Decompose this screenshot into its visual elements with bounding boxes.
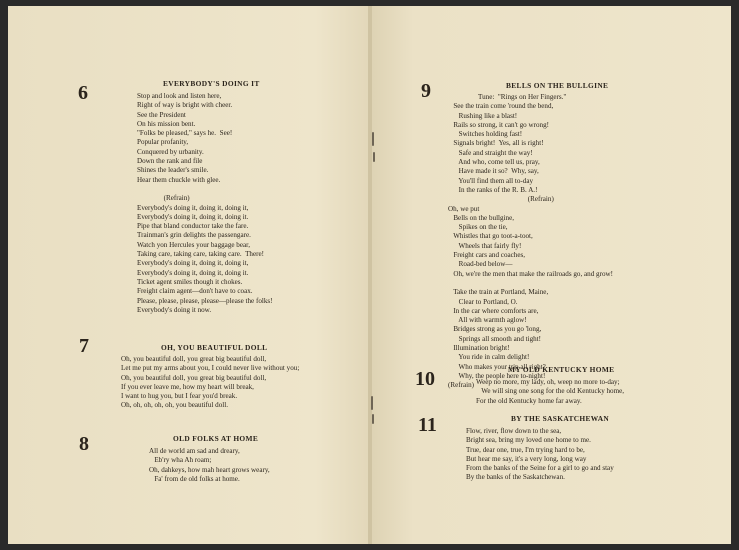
lyric-line: Ticket agent smiles though it chokes. <box>137 277 243 286</box>
lyric-line: Take the train at Portland, Maine, <box>448 288 549 297</box>
lyric-line: For the old Kentucky home far away. <box>476 396 582 405</box>
lyric-line: Trainman's grin delights the passengare. <box>137 231 251 240</box>
lyric-line <box>448 279 613 288</box>
lyric-line: Weep no more, my lady, oh, weep no more to-day; <box>476 378 620 386</box>
staple-mark-bottom <box>372 414 374 424</box>
lyric-line: We will sing one song for the old Kentucky home, <box>476 387 625 396</box>
lyric-line: Pipe that bland conductor take the fare. <box>137 222 249 231</box>
lyric-line: You ride in calm delight! <box>448 353 530 362</box>
lyric-line: Everybody's doing it, doing it, doing it. <box>137 268 249 277</box>
song-number: 10 <box>415 368 435 390</box>
lyric-line: Fa' from de old folks at home. <box>149 474 240 483</box>
staple-mark-top <box>372 132 374 146</box>
lyric-line: Oh, you beautiful doll, you great big beautiful doll, <box>121 373 267 382</box>
lyric-line: Oh, you beautiful doll, you great big beautiful doll, <box>121 355 267 363</box>
staple-mark-upper <box>373 152 375 162</box>
lyric-line: Let me put my arms about you, I could never live without you; <box>121 364 300 373</box>
lyric-line: I want to hug you, but I fear you'd break. <box>121 392 238 401</box>
song-number: 11 <box>418 414 437 436</box>
lyric-line: Oh, we're the men that make the railroads go, and grow! <box>448 269 613 278</box>
song-number: 8 <box>79 433 89 455</box>
lyric-line: Rushing like a blast! <box>448 111 518 120</box>
lyric-line: Everybody's doing it, doing it, doing it, <box>137 259 249 268</box>
lyric-line: Springs all smooth and tight! <box>448 334 542 343</box>
lyric-line: Watch yon Hercules your baggage bear, <box>137 240 250 249</box>
lyric-line: Switches holding fast! <box>448 130 523 139</box>
lyric-line: Illumination bright! <box>448 344 510 353</box>
lyric-line: Tune: "Rings on Her Fingers." <box>448 93 567 101</box>
lyric-line: Who makes your trip all right? <box>448 362 546 371</box>
lyric-line: Road-bed below— <box>448 260 513 269</box>
lyric-line: (Refrain) <box>137 194 190 203</box>
lyric-line: From the banks of the Seine for a girl to go and stay <box>466 464 614 473</box>
lyric-line: Taking care, taking care, taking care. There! <box>137 250 264 259</box>
lyric-line: Please, please, please, please—please the folks! <box>137 296 273 305</box>
lyric-line: See the President <box>137 110 186 119</box>
lyric-line: "Folks be pleased," says he. See! <box>137 129 233 138</box>
lyric-line: Freight cars and coaches, <box>448 251 526 260</box>
lyric-line: All de world am sad and dreary, <box>149 447 240 455</box>
lyric-line: Flow, river, flow down to the sea, <box>466 427 562 435</box>
lyric-line: Clear to Portland, O. <box>448 297 518 306</box>
song-lyrics <box>448 93 613 391</box>
lyric-line: Wheels that fairly fly! <box>448 241 522 250</box>
lyric-line: You'll find them all to-day <box>448 176 534 185</box>
song-lyrics <box>466 427 614 483</box>
lyric-line: Right of way is bright with cheer. <box>137 101 233 110</box>
lyric-line: Down the rank and file <box>137 157 203 166</box>
lyric-line: Spikes on the tie, <box>448 223 508 232</box>
lyric-line: Hear them chuckle with glee. <box>137 175 221 184</box>
lyric-line: (Refrain) <box>448 381 474 390</box>
lyric-line <box>137 185 273 194</box>
lyric-line: Bells on the bullgine, <box>448 213 515 222</box>
song-title: OLD FOLKS AT HOME <box>173 434 259 443</box>
song-title: OH, YOU BEAUTIFUL DOLL <box>161 343 268 352</box>
song-title: BELLS ON THE BULLGINE <box>506 81 609 90</box>
lyric-line: Signals bright! Yes, all is right! <box>448 139 544 148</box>
lyric-line: By the banks of the Saskatchewan. <box>466 473 565 482</box>
lyric-line: Everybody's doing it, doing it, doing it, <box>137 203 249 212</box>
lyric-line: Bridges strong as you go 'long, <box>448 325 542 334</box>
lyric-line: And who, come tell us, pray, <box>448 158 540 167</box>
lyric-line: True, dear one, true, I'm trying hard to be, <box>466 445 585 454</box>
song-number: 6 <box>78 82 88 104</box>
lyric-line: On his mission bent. <box>137 119 196 128</box>
lyric-line: Oh, we put <box>448 204 480 213</box>
lyric-line: (Refrain) <box>448 195 554 204</box>
lyric-line: See the train come 'round the bend, <box>448 102 554 111</box>
lyric-line: All with warmth aglow! <box>448 316 527 325</box>
song-title: EVERYBODY'S DOING IT <box>163 79 260 88</box>
lyric-line: Whistles that go toot-a-toot, <box>448 232 533 241</box>
staple-mark-lower <box>371 396 373 410</box>
lyric-line: Bright sea, bring my loved one home to me. <box>466 436 591 445</box>
lyric-line: Eb'ry wha Ah roam; <box>149 456 212 465</box>
song-lyrics <box>121 355 299 411</box>
song-title: BY THE SASKATCHEWAN <box>511 414 610 423</box>
lyric-line: But hear me say, it's a very long, long way <box>466 454 587 463</box>
song-lyrics <box>476 378 624 406</box>
lyric-line: Oh, oh, oh, oh, oh, you beautiful doll. <box>121 401 228 410</box>
lyric-line: Conquered by urbanity. <box>137 147 204 156</box>
booklet-spread <box>8 6 731 544</box>
song-lyrics <box>137 92 273 315</box>
lyric-line: Have made it so? Why, say, <box>448 167 539 176</box>
song-title: MY OLD KENTUCKY HOME <box>508 365 615 374</box>
song-lyrics <box>149 447 270 484</box>
lyric-line: Rails so strong, it can't go wrong! <box>448 120 549 129</box>
binding-gutter <box>368 6 372 544</box>
lyric-line: Everybody's doing it now. <box>137 305 212 314</box>
lyric-line: Oh, dahkeys, how mah heart grows weary, <box>149 465 270 474</box>
lyric-line: If you ever leave me, how my heart will break, <box>121 382 254 391</box>
song-number: 7 <box>79 335 89 357</box>
lyric-line: In the ranks of the R. B. A.! <box>448 185 538 194</box>
song-number: 9 <box>421 80 431 102</box>
lyric-line: Everybody's doing it, doing it, doing it. <box>137 212 249 221</box>
lyric-line: Safe and straight the way! <box>448 148 533 157</box>
lyric-line: In the car where comforts are, <box>448 306 539 315</box>
lyric-line: Why, the people here to-night! <box>448 371 546 380</box>
lyric-line: Freight claim agent—don't have to coax. <box>137 287 253 296</box>
lyric-line: Shines the leader's smile. <box>137 166 209 175</box>
lyric-line: Stop and look and listen here, <box>137 92 222 100</box>
lyric-line: Popular profanity, <box>137 138 189 147</box>
